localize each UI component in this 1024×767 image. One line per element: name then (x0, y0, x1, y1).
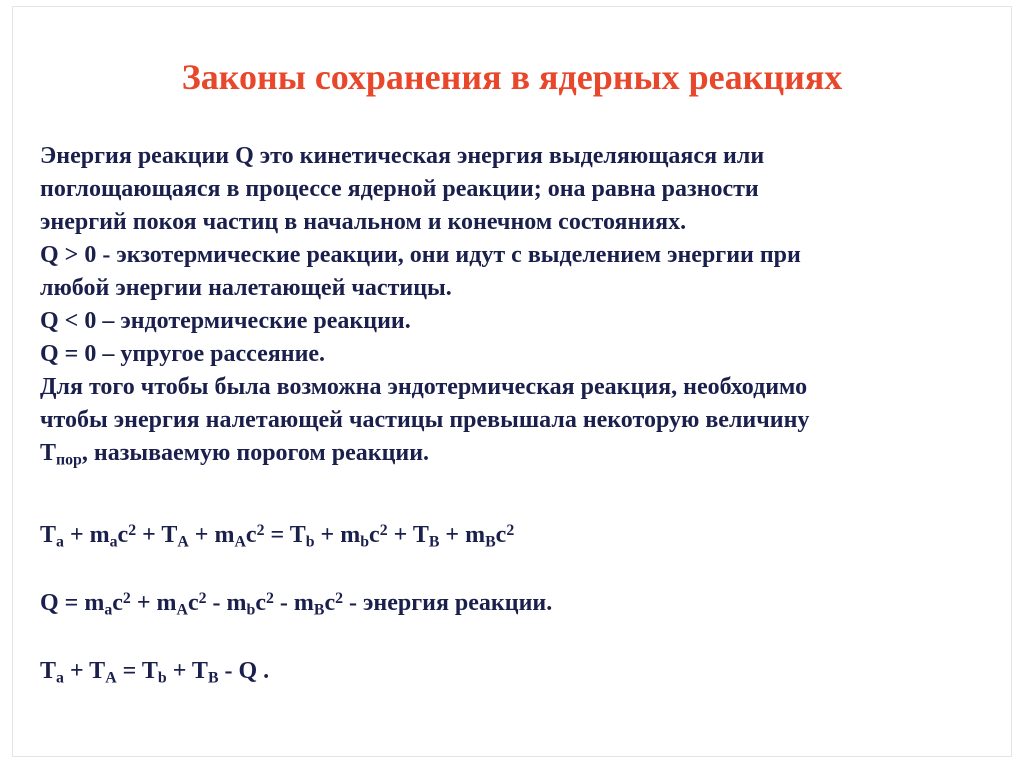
text-line: Для того чтобы была возможна эндотермическая реакция, необходимо (40, 374, 808, 400)
threshold-symbol: T (40, 440, 57, 466)
formula-text: = T (264, 522, 306, 548)
formula-text: + m (188, 522, 235, 548)
formula-subscript: B (313, 601, 325, 619)
formula-subscript: B (207, 669, 219, 687)
formula-text: - m (206, 590, 247, 616)
reaction-energy-equation (40, 587, 996, 620)
formula-text: T (40, 522, 57, 548)
formula-superscript: 2 (128, 521, 137, 539)
formula-text: + T (63, 658, 106, 684)
formula-text: Q = m (40, 590, 105, 616)
formula-text: c (117, 522, 129, 548)
formula-subscript: B (428, 533, 440, 551)
formula-superscript: 2 (256, 521, 265, 539)
text-line: Энергия реакции Q это кинетическая энергия выделяющаяся или (40, 143, 765, 169)
formula-subscript: a (109, 533, 118, 551)
formula-text: + m (314, 522, 361, 548)
formula-text: c (324, 590, 336, 616)
formula-superscript: 2 (379, 521, 388, 539)
text-line: Q > 0 - экзотермические реакции, они идут с выделением энергии при (40, 242, 801, 268)
text-line: Q < 0 – эндотермические реакции. (40, 308, 411, 334)
formula-subscript: B (485, 533, 496, 551)
formula-subscript: b (305, 533, 315, 551)
formula-superscript: 2 (122, 589, 131, 607)
formula-text: c (255, 590, 266, 616)
text-line: любой энергии налетающей частицы. (40, 275, 452, 301)
text-line: поглощающаяся в процессе ядерной реакции; она равна разности (40, 176, 759, 202)
formula-subscript: A (105, 669, 117, 687)
formula-text: + m (439, 522, 486, 548)
formula-subscript: A (176, 601, 188, 619)
formula-subscript: a (104, 601, 113, 619)
formula-subscript: A (177, 533, 189, 551)
formula-subscript: a (56, 533, 64, 551)
formula-text: c (245, 522, 257, 548)
formula-text: + T (166, 658, 208, 684)
formula-subscript: a (56, 669, 64, 687)
formula-superscript: 2 (198, 589, 207, 607)
formula-text: - m (273, 590, 314, 616)
formula-superscript: 2 (265, 589, 274, 607)
kinetic-energy-equation (40, 655, 996, 688)
formula-text: + T (387, 522, 429, 548)
threshold-text: , называемую порогом реакции. (81, 440, 430, 466)
definition-block (40, 140, 996, 470)
formula-text: c (112, 590, 123, 616)
formula-text: c (187, 590, 199, 616)
threshold-subscript: пор (56, 451, 82, 469)
formula-subscript: b (157, 669, 167, 687)
formula-superscript: 2 (335, 589, 344, 607)
text-line: энергий покоя частиц в начальном и конечном состояниях. (40, 209, 687, 235)
formula-text: + m (63, 522, 110, 548)
conservation-equation (40, 519, 996, 552)
formula-superscript: 2 (506, 521, 515, 539)
formula-subscript: b (360, 533, 370, 551)
formula-text: + T (136, 522, 178, 548)
formula-text: - энергия реакции. (343, 590, 553, 616)
threshold-line (40, 437, 996, 470)
formula-text: - Q . (218, 658, 270, 684)
formula-subscript: A (234, 533, 246, 551)
formula-text: c (369, 522, 380, 548)
text-line: чтобы энергия налетающей частицы превышала некоторую величину (40, 407, 810, 433)
formula-subscript: b (246, 601, 256, 619)
formula-text: = T (116, 658, 158, 684)
formula-text: c (495, 522, 507, 548)
text-line: Q = 0 – упругое рассеяние. (40, 341, 326, 367)
formula-text: T (40, 658, 57, 684)
formula-text: + m (130, 590, 177, 616)
slide-title: Законы сохранения в ядерных реакциях (181, 57, 843, 97)
